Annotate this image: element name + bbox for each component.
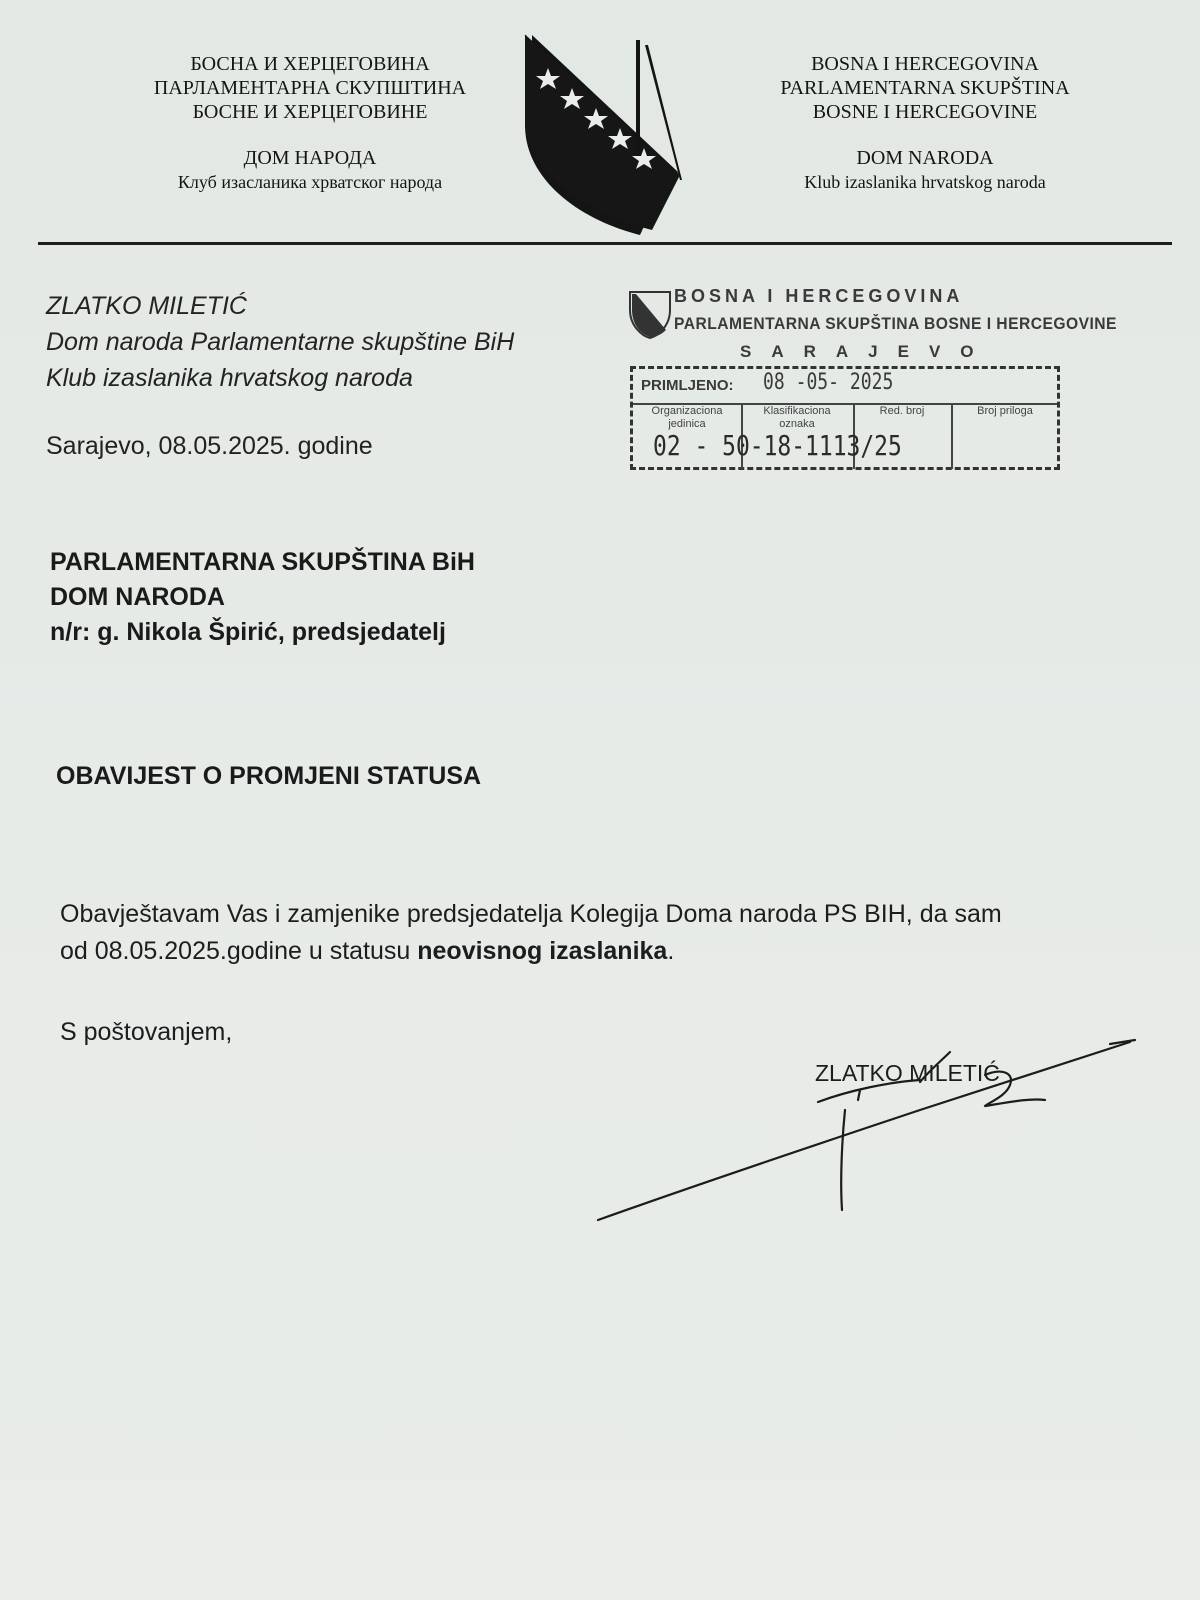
subject-heading: OBAVIJEST O PROMJENI STATUSA: [56, 762, 482, 790]
sender-club: Klub izaslanika hrvatskog naroda: [46, 364, 413, 392]
stamp-line-2: PARLAMENTARNA SKUPŠTINA BOSNE I HERCEGOVINE: [674, 314, 1117, 333]
stamp-col-attachments: Broj priloga: [977, 405, 1033, 417]
reception-stamp: [628, 286, 1117, 478]
header-right-line: PARLAMENTARNA SKUPŠTINA: [780, 77, 1070, 99]
coat-of-arms-icon: [520, 30, 690, 240]
header-left-cyrillic: [100, 52, 520, 194]
stamp-col-org: Organizaciona jedinica: [651, 405, 723, 430]
recipient-block: [50, 545, 475, 650]
header-left-line: БОСНА И ХЕРЦЕГОВИНА: [190, 53, 430, 75]
header-right-latin: [715, 52, 1135, 194]
recipient-line-2: DOM NARODA: [50, 583, 225, 611]
body-line-1: Obavještavam Vas i zamjenike predsjedatelja Kolegija Doma naroda PS BIH, da sam: [60, 900, 1002, 928]
body-paragraph: [60, 896, 1170, 970]
sender-institution: Dom naroda Parlamentarne skupštine BiH: [46, 328, 515, 356]
body-line-2: [60, 933, 1170, 970]
signature-icon: [590, 1030, 1150, 1240]
stamp-box: [630, 366, 1060, 470]
body-line-2-suffix: .: [667, 937, 675, 965]
sender-name: ZLATKO MILETIĆ: [46, 292, 247, 320]
header-left-line: БОСНЕ И ХЕРЦЕГОВИНЕ: [192, 101, 428, 123]
header-left-line: ПАРЛАМЕНТАРНА СКУПШТИНА: [153, 77, 467, 99]
header-right-line: BOSNE I HERCEGOVINE: [812, 101, 1038, 123]
header-left-house: ДОМ НАРОДА: [243, 147, 377, 169]
stamp-col-divider: [951, 403, 953, 469]
stamp-received-label: PRIMLJENO:: [641, 377, 734, 394]
stamp-received-date: 08 -05- 2025: [763, 370, 894, 395]
recipient-line-1: PARLAMENTARNA SKUPŠTINA BiH: [50, 548, 475, 576]
stamp-emblem-icon: [628, 290, 672, 340]
header-left-club: Клуб изасланика хрватског народа: [177, 172, 443, 192]
header-divider: [38, 242, 1172, 245]
stamp-line-3: SARAJEVO: [740, 342, 994, 361]
signer-name: ZLATKO MILETIĆ: [815, 1060, 1000, 1086]
closing-salutation: S poštovanjem,: [60, 1018, 233, 1046]
header-right-club: Klub izaslanika hrvatskog naroda: [804, 172, 1046, 192]
stamp-handwritten-number: 02 - 50-18-1113/25: [653, 429, 902, 462]
header-right-house: DOM NARODA: [856, 147, 994, 169]
body-status-bold: neovisnog izaslanika: [417, 937, 668, 965]
date-line: Sarajevo, 08.05.2025. godine: [46, 432, 373, 460]
header-right-line: BOSNA I HERCEGOVINA: [811, 53, 1039, 75]
stamp-line-1: BOSNA I HERCEGOVINA: [674, 286, 964, 306]
sender-block: [46, 288, 646, 396]
body-line-2-prefix: od 08.05.2025.godine u statusu: [60, 937, 418, 965]
recipient-line-3: n/r: g. Nikola Špirić, predsjedatelj: [50, 618, 446, 646]
stamp-col-number: Red. broj: [879, 405, 925, 417]
stamp-col-class: Klasifikaciona oznaka: [763, 405, 831, 430]
